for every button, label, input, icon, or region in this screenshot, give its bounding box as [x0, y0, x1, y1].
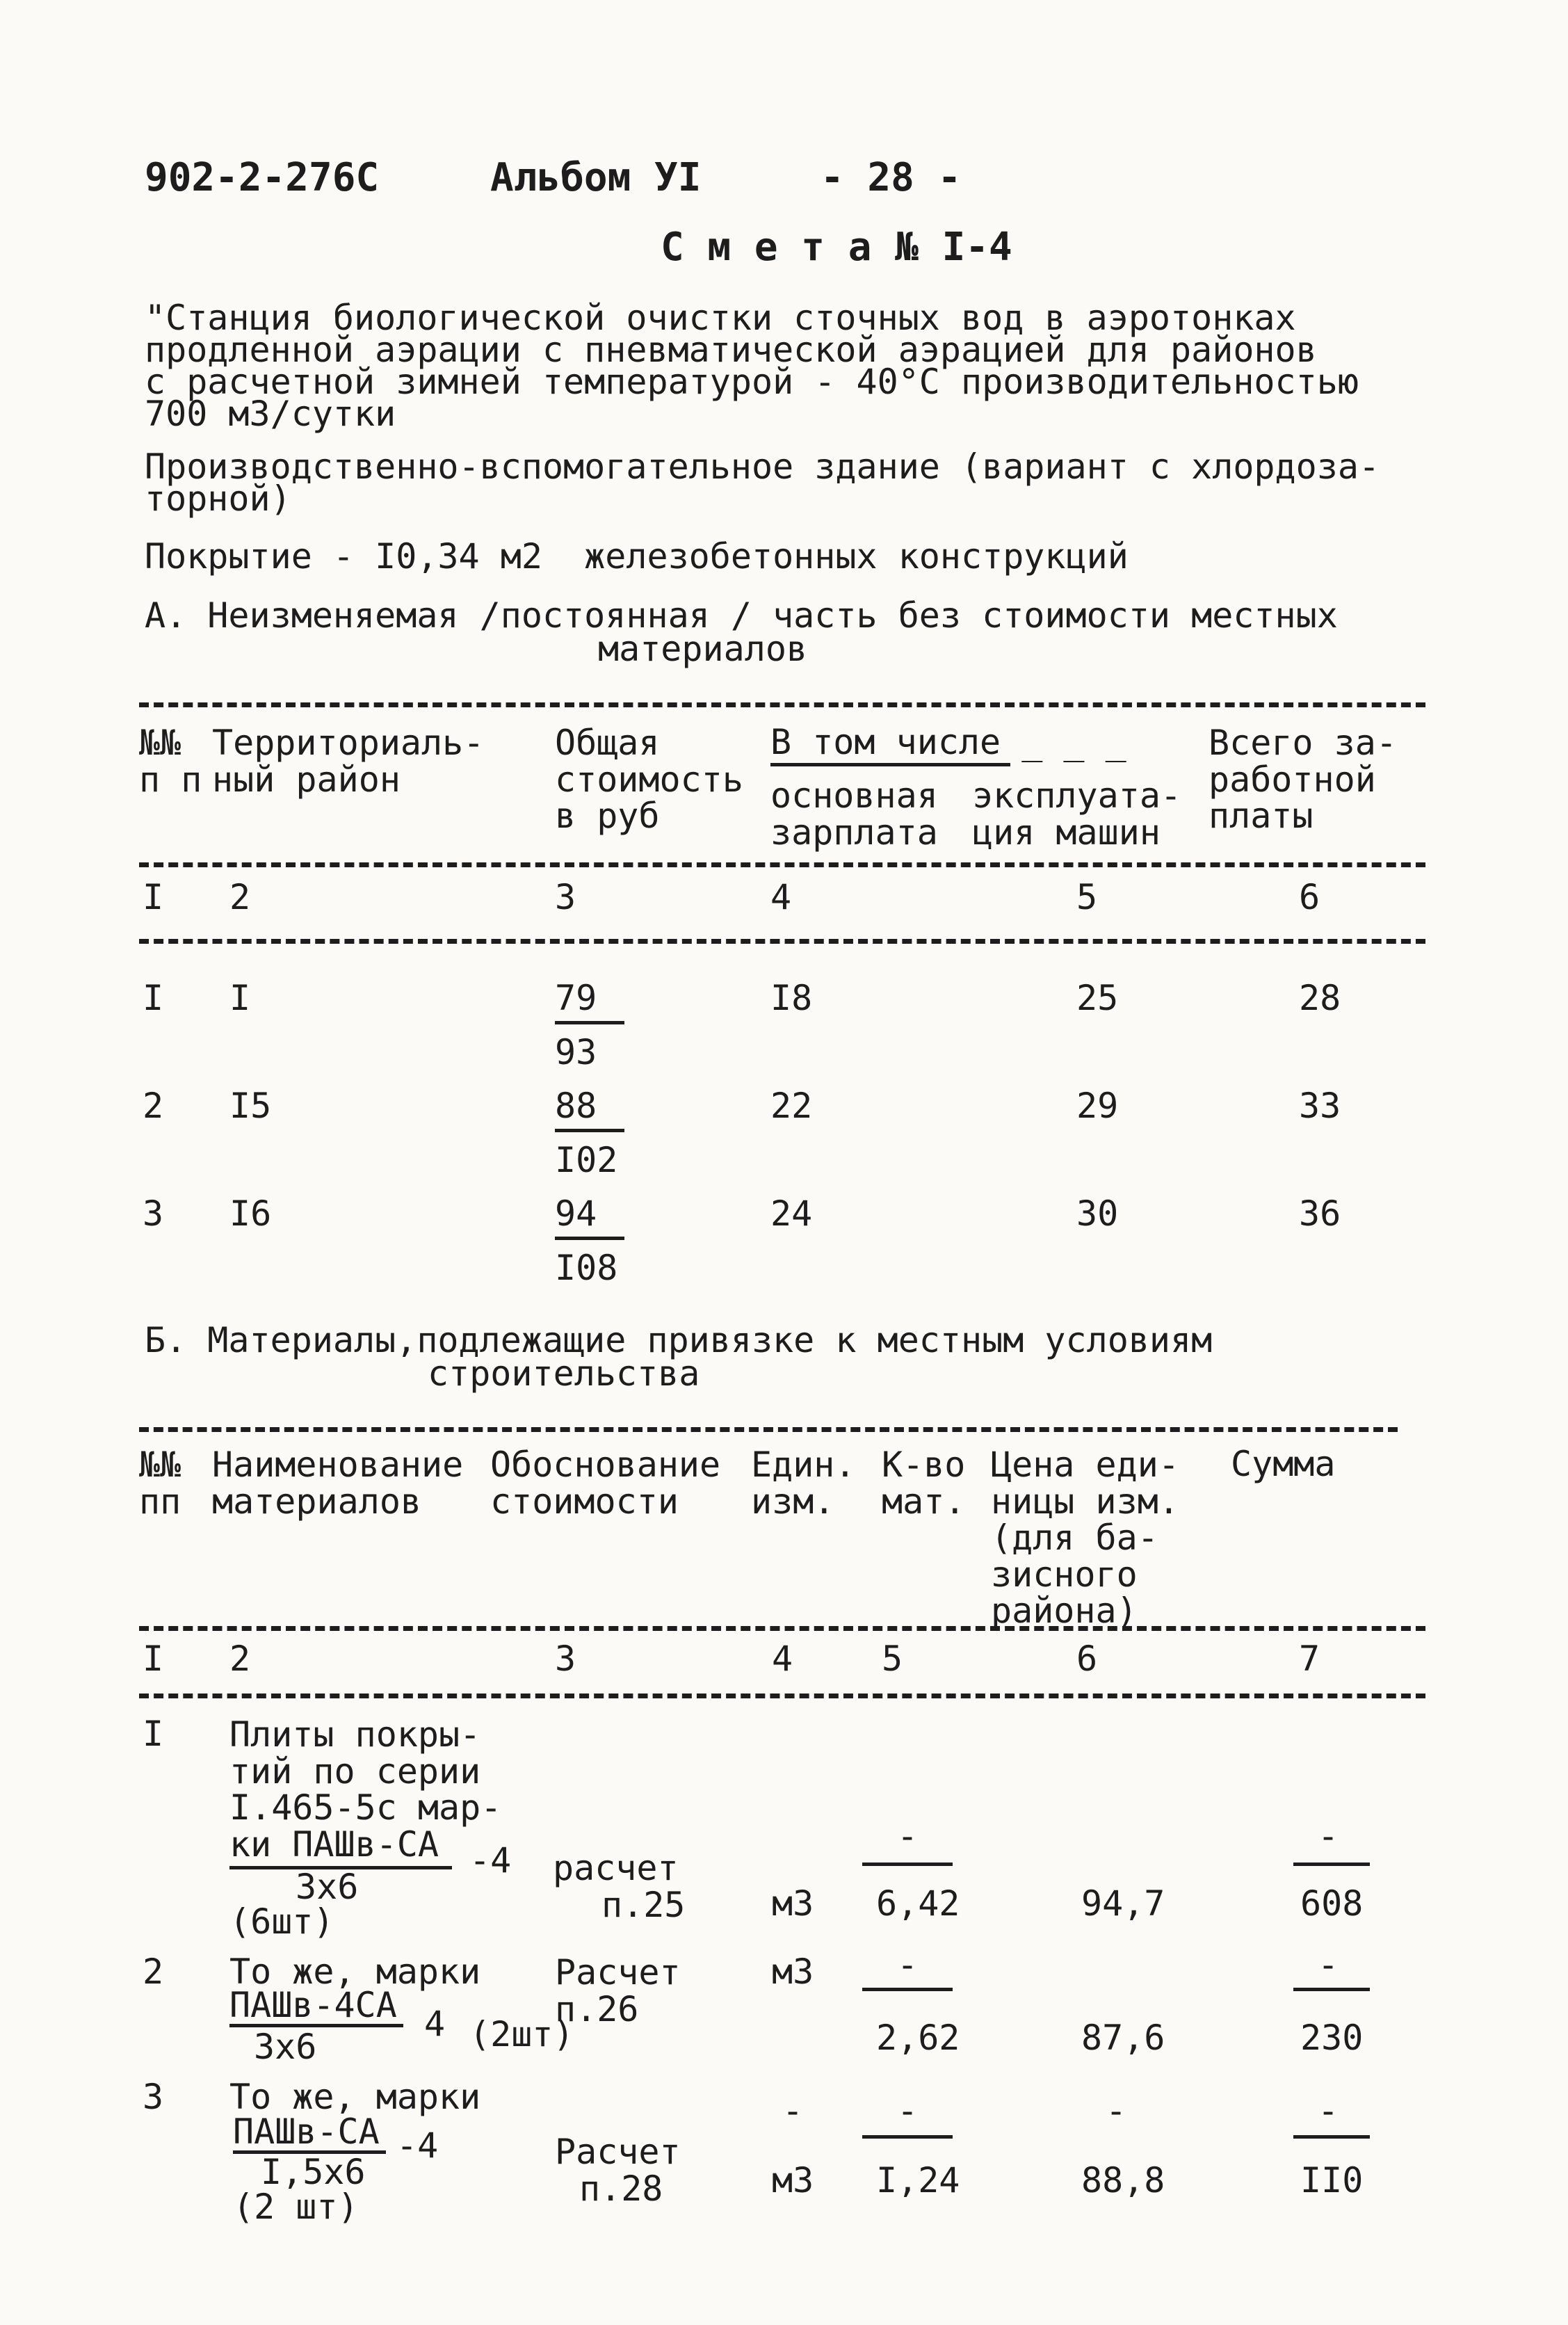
b-row-3-price-top: -	[1105, 2091, 1127, 2131]
b-col-number-1: I	[143, 1639, 164, 1679]
b-row-1-unit: м3	[772, 1883, 814, 1924]
b-col-qty-header: К-во мат.	[882, 1445, 966, 1522]
section-a-title-1: А. Неизменяемая /постоянная / часть без стоимости местных	[145, 595, 1338, 636]
b-row-1-sum-line	[1293, 1863, 1370, 1866]
col-number-4: 4	[770, 877, 792, 917]
b-col-number-5: 5	[882, 1639, 903, 1679]
row-wages: 36	[1299, 1193, 1341, 1234]
b-row-2-qty-top: -	[896, 1945, 919, 1985]
fraction-line	[555, 1237, 624, 1240]
col-total-header: Общая стоимость в руб	[555, 723, 743, 836]
row-region: I5	[229, 1086, 272, 1126]
row-total-bottom: I02	[555, 1140, 618, 1180]
section-a-top-rule	[139, 702, 1425, 707]
b-row-2-sum: 230	[1300, 2018, 1364, 2058]
b-row-3-sum-line	[1293, 2135, 1370, 2139]
row-total-bottom: 93	[555, 1032, 597, 1072]
row-salary: I8	[770, 978, 813, 1018]
b-row-2-name: То же, марки	[229, 1952, 481, 1992]
b-row-2-qty-line	[862, 1988, 953, 1991]
fraction-line	[555, 1129, 624, 1132]
b-row-1-name: Плиты покры- тий по серии I.465-5с мар- ки ПАШв-СА	[229, 1714, 502, 1865]
b-row-3-sum: II0	[1300, 2160, 1364, 2201]
row-region: I	[229, 978, 251, 1018]
row-machines: 30	[1076, 1193, 1119, 1234]
col-num-header: №№ п п	[139, 723, 202, 800]
section-a-colnum-rule	[139, 939, 1425, 944]
b-row-2-mark-size: 3х6	[254, 2027, 317, 2067]
section-a-header-rule	[139, 862, 1425, 867]
row-total-top: 88	[555, 1086, 597, 1126]
row-wages: 33	[1299, 1086, 1341, 1126]
section-b-colnum-rule	[139, 1694, 1425, 1698]
b-row-2-count: (2шт)	[469, 2014, 574, 2054]
b-row-1-price: 94,7	[1081, 1883, 1165, 1924]
b-col-unit-header: Един. изм.	[751, 1445, 856, 1522]
b-row-3-price: 88,8	[1081, 2160, 1165, 2201]
b-row-2-sum-top: -	[1317, 1945, 1339, 1985]
doc-code: 902-2-276С	[145, 155, 380, 200]
b-col-name-header: Наименование материалов	[212, 1445, 464, 1522]
page-number: - 28 -	[821, 155, 962, 200]
b-col-number-7: 7	[1299, 1639, 1320, 1679]
section-a-title-2: материалов	[598, 629, 808, 669]
section-b-title-1: Б. Материалы,подлежащие привязке к местным условиям	[145, 1320, 1213, 1360]
b-col-number-2: 2	[229, 1639, 251, 1679]
section-b-header-rule	[139, 1626, 1425, 1631]
b-row-2-price: 87,6	[1081, 2018, 1165, 2058]
b-row-1-qty-line	[862, 1863, 953, 1866]
b-col-price-header: Цена еди- ницы изм. (для ба- зисного района)	[991, 1445, 1179, 1631]
b-row-1-basis: расчет п.25	[553, 1848, 686, 1925]
description-line-2: продленной аэрации с пневматической аэрацией для районов	[145, 330, 1317, 370]
row-total-top: 94	[555, 1193, 597, 1234]
b-col-number-3: 3	[555, 1639, 576, 1679]
b-row-1-count: (6шт)	[229, 1901, 334, 1942]
row-salary: 22	[770, 1086, 813, 1126]
col-number-2: 2	[229, 877, 251, 917]
col-wages-header: Всего за- работной платы	[1209, 723, 1397, 836]
row-total-bottom: I08	[555, 1248, 618, 1288]
b-row-3-num: 3	[143, 2077, 164, 2117]
b-row-3-unit: м3	[772, 2160, 814, 2201]
section-b-top-rule	[139, 1427, 1398, 1432]
document-title: С м е т а № I-4	[661, 225, 1012, 270]
b-row-2-unit: м3	[772, 1952, 814, 1992]
b-col-num-header: №№ пп	[139, 1445, 181, 1522]
b-row-1-mark-suffix: -4	[469, 1840, 512, 1881]
description-line-3: с расчетной зимней температурой - 40°С производительностью	[145, 362, 1359, 402]
b-row-2-basis: Расчет п.26	[555, 1952, 681, 2029]
col-number-3: 3	[555, 877, 576, 917]
b-row-1-sum: 608	[1300, 1883, 1364, 1924]
b-row-3-mark: ПАШв-СА	[233, 2111, 380, 2152]
row-total-top: 79	[555, 978, 597, 1018]
description-line-4: 700 м3/сутки	[145, 394, 396, 434]
b-row-3-name: То же, марки	[229, 2077, 481, 2117]
b-row-1-qty: 6,42	[876, 1883, 960, 1924]
b-row-1-qty-top: -	[896, 1816, 919, 1856]
row-region: I6	[229, 1193, 272, 1234]
b-row-3-mark-suffix: -4	[396, 2125, 439, 2166]
row-num: 2	[143, 1086, 164, 1126]
col-salary-header: основная зарплата	[770, 775, 938, 853]
description-line-1: "Станция биологической очистки сточных вод в аэротонках	[145, 298, 1296, 338]
col-region-header: Территориаль- ный район	[212, 723, 485, 800]
row-wages: 28	[1299, 978, 1341, 1018]
row-num: I	[143, 978, 164, 1018]
b-row-1-num: I	[143, 1714, 164, 1754]
b-col-sum-header: Сумма	[1231, 1444, 1336, 1484]
row-machines: 25	[1076, 978, 1119, 1018]
b-row-1-mark-size: 3х6	[296, 1867, 359, 1907]
b-row-3-mark-size: I,5х6	[261, 2152, 366, 2192]
b-row-3-sum-top: -	[1317, 2091, 1339, 2131]
b-row-3-qty: I,24	[876, 2160, 960, 2201]
b-col-number-6: 6	[1076, 1639, 1098, 1679]
building-line-1: Производственно-вспомогательное здание (вариант с хлордоза-	[145, 447, 1380, 487]
b-row-2-num: 2	[143, 1952, 164, 1992]
col-incl-header: В том числе _ _ _	[770, 722, 1126, 762]
fraction-line	[555, 1021, 624, 1024]
section-b-title-2: строительства	[428, 1353, 700, 1394]
col-number-1: I	[143, 877, 164, 917]
b-row-2-mark-suffix: 4	[424, 2004, 446, 2044]
building-line-2: торной)	[145, 478, 291, 519]
row-num: 3	[143, 1193, 164, 1234]
album-label: Альбом УI	[490, 155, 702, 200]
b-row-2-qty: 2,62	[876, 2018, 960, 2058]
col-number-6: 6	[1299, 877, 1320, 917]
incl-underline	[770, 763, 1010, 766]
b-row-1-sum-top: -	[1317, 1816, 1339, 1856]
b-row-2-sum-line	[1293, 1988, 1370, 1991]
b-row-3-unit-top: -	[782, 2091, 804, 2131]
b-row-3-qty-line	[862, 2135, 953, 2139]
col-number-5: 5	[1076, 877, 1098, 917]
coverage-line: Покрытие - I0,34 м2 железобетонных конструкций	[145, 536, 1129, 577]
b-row-3-count: (2 шт)	[233, 2187, 359, 2227]
col-machines-header: эксплуата- ция машин	[972, 775, 1182, 853]
b-col-basis-header: Обоснование стоимости	[490, 1445, 721, 1522]
row-salary: 24	[770, 1193, 813, 1234]
b-row-3-basis: Расчет п.28	[555, 2132, 681, 2209]
row-machines: 29	[1076, 1086, 1119, 1126]
b-row-2-mark: ПАШв-4СА	[229, 1985, 397, 2025]
b-row-3-qty-top: -	[896, 2091, 919, 2131]
b-col-number-4: 4	[772, 1639, 793, 1679]
